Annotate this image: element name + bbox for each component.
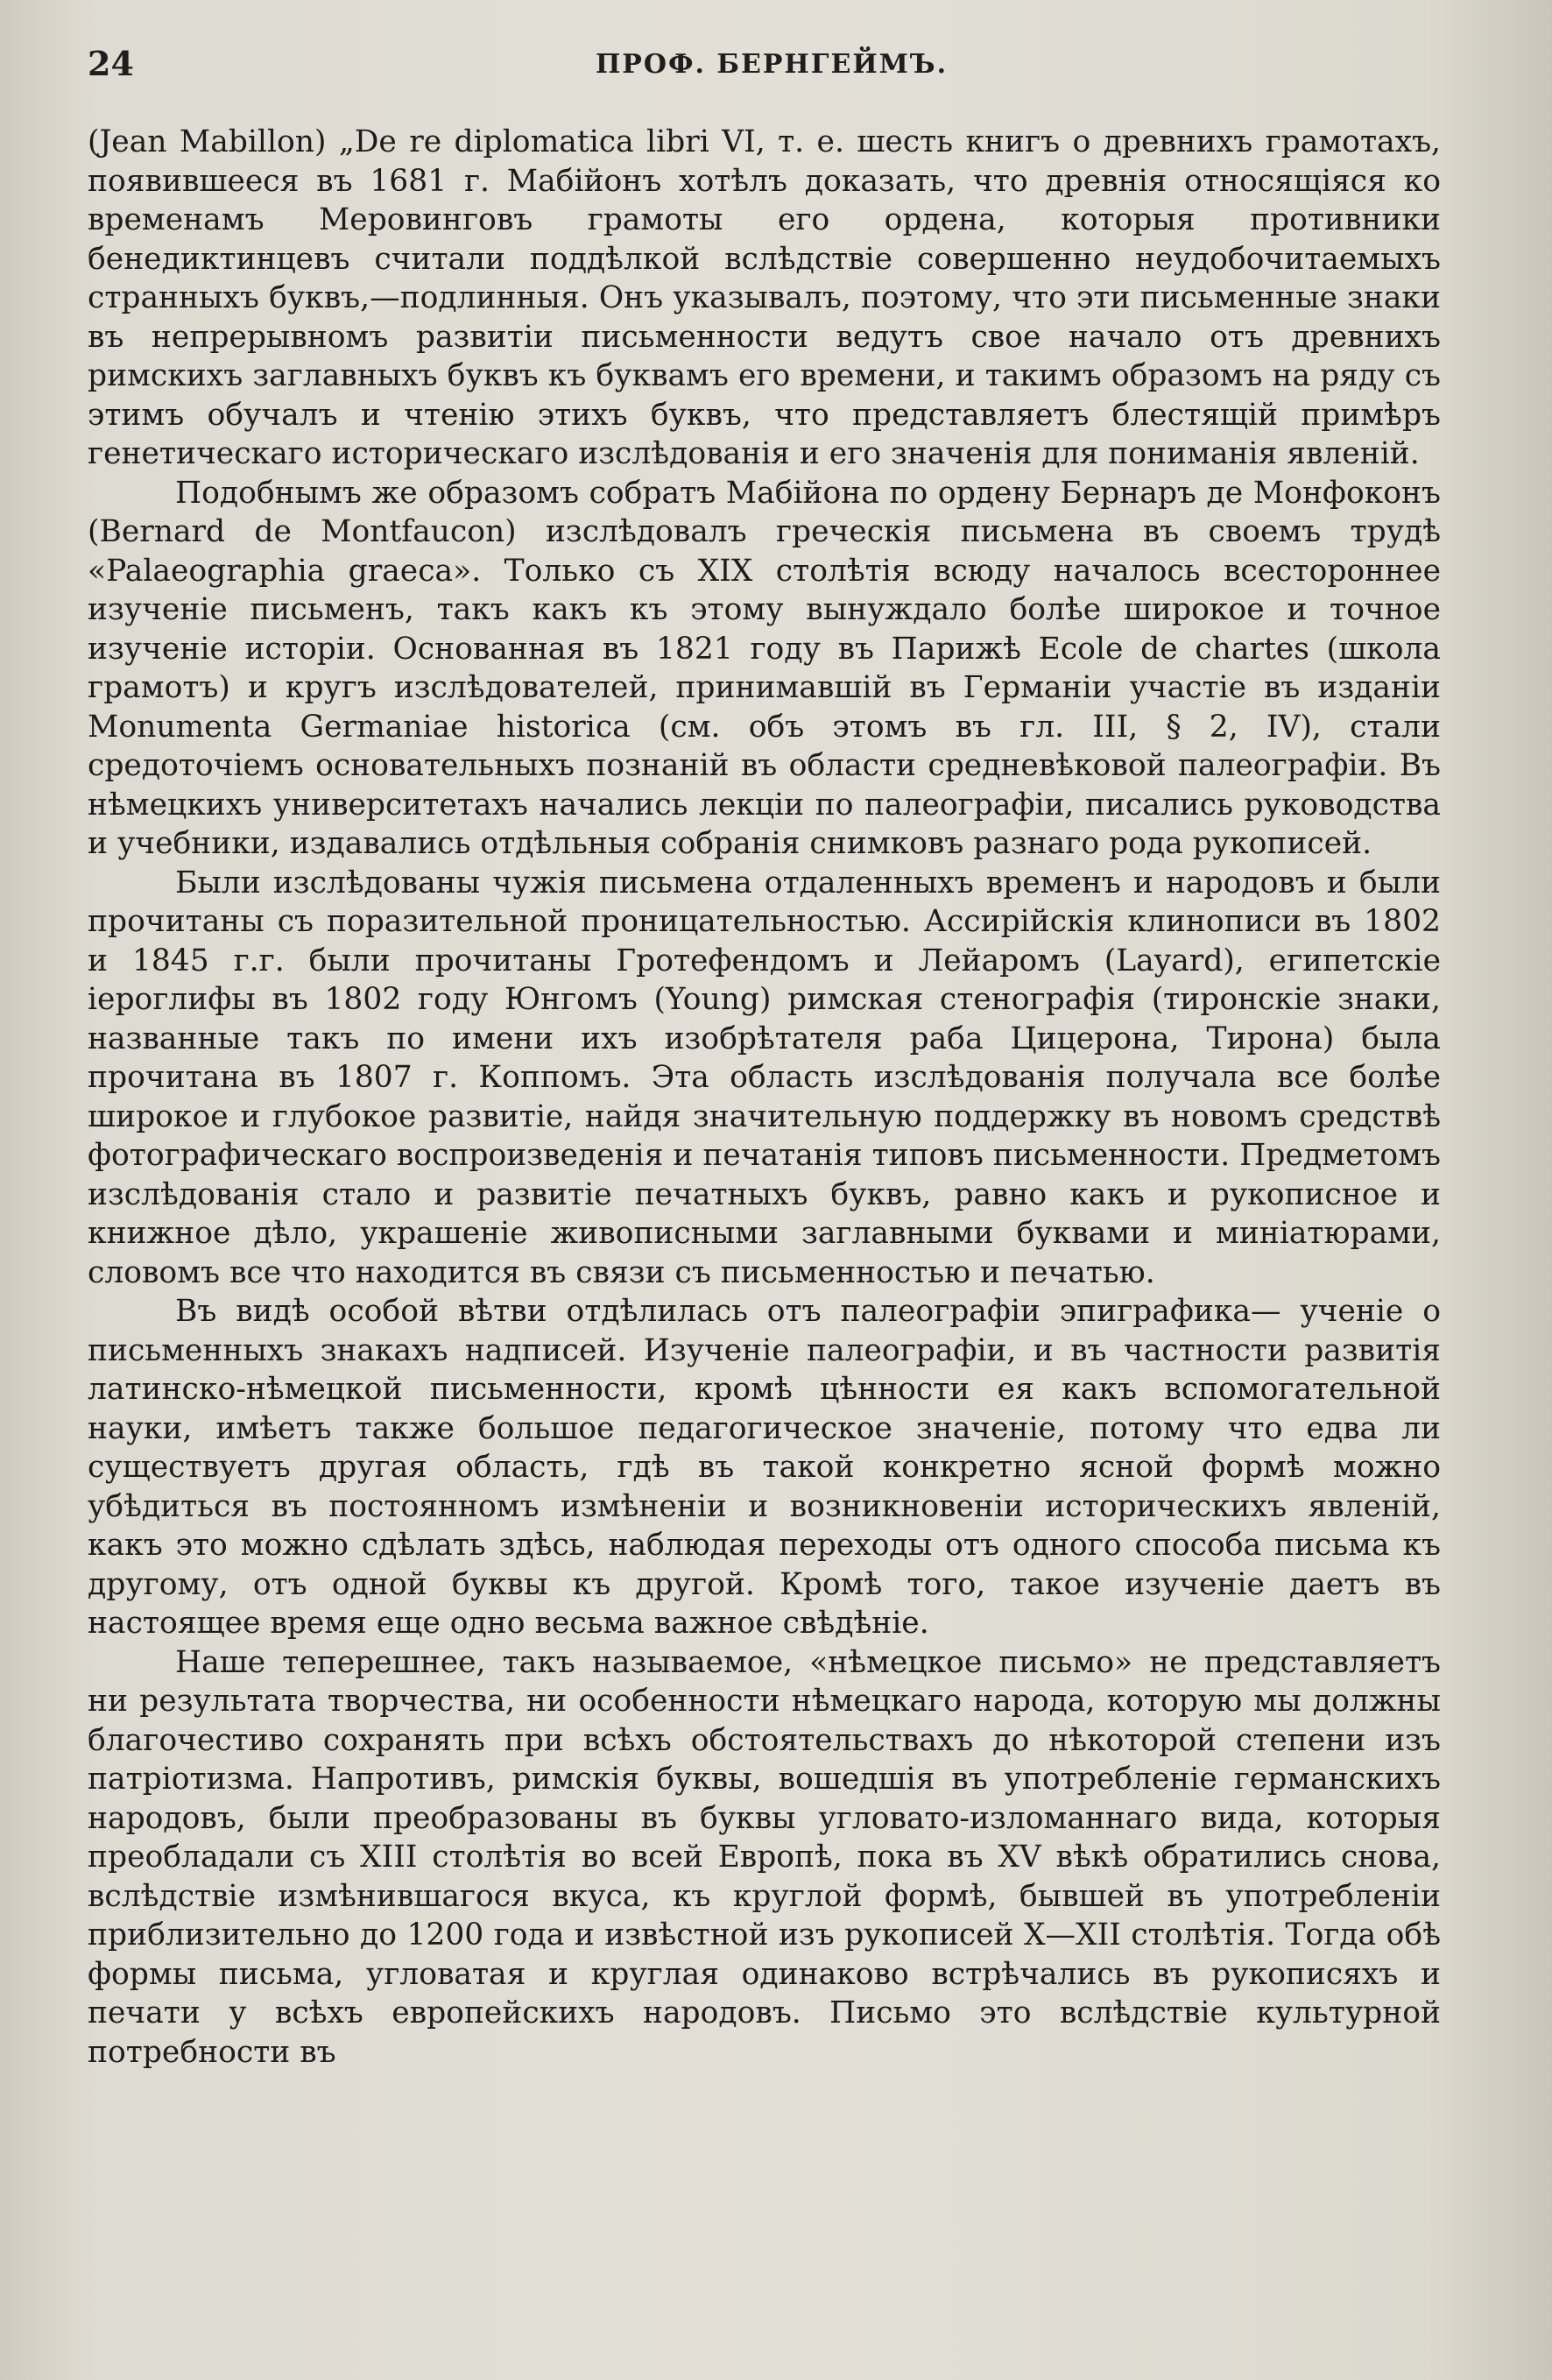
paragraph-1: (Jean Mabillon) „De re diplomatica libri VI, т. е. шесть книгъ о древнихъ грамотахъ, появившееся въ 1681 г. Мабійонъ хотѣлъ доказать, что древнія относящіяся ко временамъ Меровинговъ грамоты его ордена, которыя противники бенедиктинцевъ считали поддѣлкой вслѣдствіе совершенно неудобочитаемыхъ странныхъ буквъ,—подлинныя. Онъ указывалъ, поэтому, что эти письменные знаки въ непрерывномъ развитіи письменности ведутъ свое начало отъ древнихъ римскихъ заглавныхъ буквъ къ буквамъ его времени, и такимъ образомъ на ряду съ этимъ обучалъ и чтенію этихъ буквъ, что представляетъ блестящій примѣръ генетическаго историческаго изслѣдованія и его значенія для пониманія явленій. [88, 124, 1441, 471]
page-number: 24 [88, 44, 134, 83]
paragraph-3: Были изслѣдованы чужія письмена отдаленныхъ временъ и народовъ и были прочитаны съ поразительной проницательностью. Ассирійскія клинописи въ 1802 и 1845 г.г. были прочитаны Гротефендомъ и Лейаромъ (Layard), египетскіе іероглифы въ 1802 году Юнгомъ (Young) римская стенографія (тиронскіе знаки, названные такъ по имени ихъ изобрѣтателя раба Цицерона, Тирона) была прочитана въ 1807 г. Коппомъ. Эта область изслѣдованія получала все болѣе широкое и глубокое развитіе, найдя значительную поддержку въ новомъ средствѣ фотографическаго воспроизведенія и печатанія типовъ письменности. Предметомъ изслѣдованія стало и развитіе печатныхъ буквъ, равно какъ и рукописное и книжное дѣло, украшеніе живописными заглавными буквами и миніатюрами, словомъ все что находится въ связи съ письменностью и печатью. [88, 865, 1441, 1290]
paragraph-5: Наше теперешнее, такъ называемое, «нѣмецкое письмо» не представляетъ ни результата творчества, ни особенности нѣмецкаго народа, которую мы должны благочестиво сохранять при всѣхъ обстоятельствахъ до нѣкоторой степени изъ патріотизма. Напротивъ, римскія буквы, вошедшія въ употребленіе германскихъ народовъ, были преобразованы въ буквы угловато-изломаннаго вида, которыя преобладали съ XIII столѣтія во всей Европѣ, пока въ XV вѣкѣ обратились снова, вслѣдствіе измѣнившагося вкуса, къ круглой формѣ, бывшей въ употребленіи приблизительно до 1200 года и извѣстной изъ рукописей X—XII столѣтія. Тогда обѣ формы письма, угловатая и круглая одинаково встрѣчались въ рукописяхъ и печати у всѣхъ европейскихъ народовъ. Письмо это вслѣдствіе культурной потребности въ [88, 1644, 1441, 2070]
page-header [88, 44, 1456, 96]
paragraph-2: Подобнымъ же образомъ собратъ Мабійона по ордену Бернаръ де Монфоконъ (Bernard de Montfaucon) изслѣдовалъ греческія письмена въ своемъ трудѣ «Palaeographia graeca». Только съ XIX столѣтія всюду началось всестороннее изученіе письменъ, такъ какъ къ этому вынуждало болѣе широкое и точное изученіе исторіи. Основанная въ 1821 году въ Парижѣ Ecole de chartes (школа грамотъ) и кругъ изслѣдователей, принимавшій въ Германіи участіе въ изданіи Monumenta Germaniae historica (см. объ этомъ въ гл. III, § 2, IV), стали средоточіемъ основательныхъ познаній въ области средневѣковой палеографіи. Въ нѣмецкихъ университетахъ начались лекціи по палеографіи, писались руководства и учебники, издавались отдѣльныя собранія снимковъ разнаго рода рукописей. [88, 475, 1441, 861]
body-text [88, 123, 1441, 2072]
running-head: ПРОФ. БЕРНГЕЙМЪ. [595, 49, 949, 80]
paragraph-4: Въ видѣ особой вѣтви отдѣлилась отъ палеографіи эпиграфика— ученіе о письменныхъ знакахъ надписей. Изученіе палеографіи, и въ частности развитія латинско-нѣмецкой письменности, кромѣ цѣнности ея какъ вспомогательной науки, имѣетъ также большое педагогическое значеніе, потому что едва ли существуетъ другая область, гдѣ въ такой конкретно ясной формѣ можно убѣдиться въ постоянномъ измѣненіи и возникновеніи историческихъ явленій, какъ это можно сдѣлать здѣсь, наблюдая переходы отъ одного способа письма къ другому, отъ одной буквы къ другой. Кромѣ того, такое изученіе даетъ въ настоящее время еще одно весьма важное свѣдѣніе. [88, 1294, 1441, 1641]
